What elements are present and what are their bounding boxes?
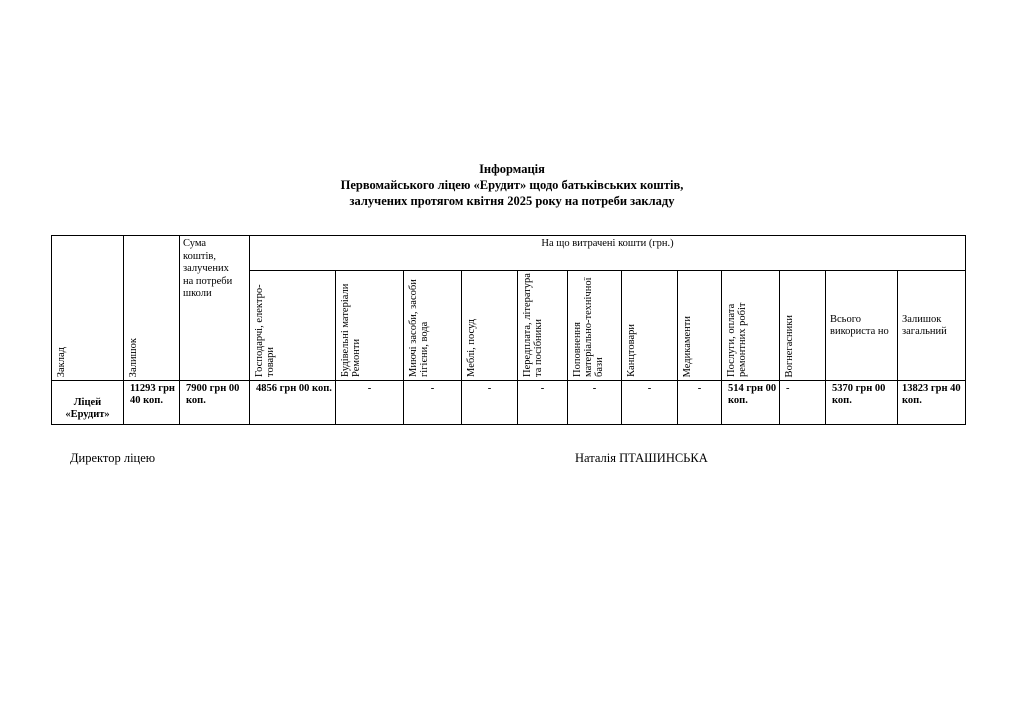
cell-raised: 7900 грн 00 коп. [180,381,250,425]
signature-position: Директор ліцею [70,451,156,465]
cell-spent-9: 514 грн 00 коп. [722,381,780,425]
signature-name: Наталія ПТАШИНСЬКА [575,451,708,465]
cell-spent-7: - [622,381,678,425]
header-balance: Залишок [124,236,180,381]
header-spent-col-7: Канцтовари [622,271,678,381]
document-subtitle-line2: залучених протягом квітня 2025 року на потреби закладу [349,194,675,208]
cell-spent-2: - [336,381,404,425]
header-institution: Заклад [52,236,124,381]
header-spent-col-2: Будівельні матеріали Ремонти [336,271,404,381]
header-spent-col-1: Господарчі, електро-товари [250,271,336,381]
cell-spent-6: - [568,381,622,425]
header-total-balance: Залишок загальний [898,271,966,381]
header-total-used: Всього використа но [826,271,898,381]
header-spent-col-3: Миючі засоби, засоби гігієни, вода [404,271,462,381]
cell-spent-5: - [518,381,568,425]
header-raised: Сума коштів, залучених на потреби школи [180,236,250,381]
header-spent-col-5: Передплата, література та посібники [518,271,568,381]
cell-spent-10: - [780,381,826,425]
cell-spent-3: - [404,381,462,425]
header-spent-col-4: Меблі, посуд [462,271,518,381]
cell-total-balance: 13823 грн 40 коп. [898,381,966,425]
document-subtitle-line1: Первомайського ліцею «Ерудит» щодо батьківських коштів, [340,178,684,192]
header-spent-col-10: Вогнегасники [780,271,826,381]
cell-institution: Ліцей «Ерудит» [52,381,124,425]
funds-table [51,235,966,425]
header-spent-group: На що витрачені кошти (грн.) [250,236,966,271]
cell-spent-4: - [462,381,518,425]
cell-spent-1: 4856 грн 00 коп. [250,381,336,425]
cell-total-used: 5370 грн 00 коп. [826,381,898,425]
document-title: Інформація [479,162,545,176]
table-row [52,381,966,425]
header-spent-col-8: Медикаменти [678,271,722,381]
cell-balance: 11293 грн 40 коп. [124,381,180,425]
cell-spent-8: - [678,381,722,425]
header-spent-col-6: Поповнення матеріально-технічної бази [568,271,622,381]
header-spent-col-9: Послуги, оплата ремонтних робіт [722,271,780,381]
